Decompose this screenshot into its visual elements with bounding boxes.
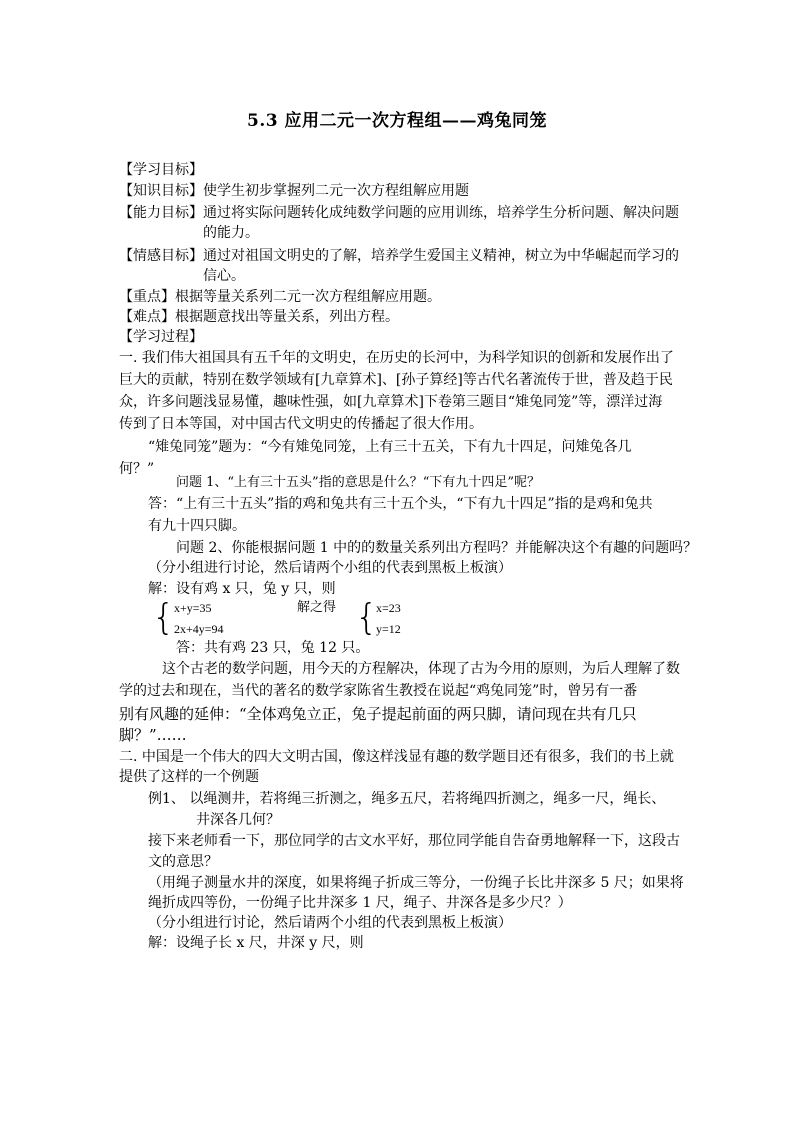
section-heading: 【学习目标】: [119, 162, 203, 178]
solve-label: 解之得: [297, 600, 337, 615]
solution-setup: 解：设绳子长 x 尺，井深 y 尺，则: [148, 935, 364, 951]
group-discussion: （分小组进行讨论，然后请两个小组的代表到黑板上板演）: [148, 915, 512, 931]
paragraph-line: 巨大的贡献，特别在数学领域有[九章算术]、[孙子算经]等古代名著流传于世，普及趋于民: [119, 372, 673, 388]
paragraph-line: 提供了这样的一个例题: [119, 769, 259, 785]
knowledge-goal: 【知识目标】使学生初步掌握列二元一次方程组解应用题: [119, 183, 469, 199]
answer-1-cont: 有九十四只脚。: [148, 518, 246, 534]
key-point: 【重点】根据等量关系列二元一次方程组解应用题。: [119, 289, 441, 305]
solution-x: x=23: [376, 601, 401, 615]
paragraph-line: 文的意思？: [148, 854, 218, 870]
difficult-point: 【难点】根据题意找出等量关系，列出方程。: [119, 309, 399, 325]
paragraph-line: 接下来老师看一下，那位同学的古文水平好，那位同学能自告奋勇地解释一下，这段古: [148, 833, 680, 849]
answer-1: 答：“上有三十五头”指的鸡和兔共有三十五个头，“下有九十四足”指的是鸡和兔共: [148, 496, 653, 512]
solution-setup: 解：设有鸡 x 只，兔 y 只，则: [148, 581, 336, 597]
question-1: 问题 1、“上有三十五头”指的意思是什么？“下有九十四足”呢？: [176, 475, 540, 490]
paragraph-line: 脚？”……: [119, 726, 187, 744]
problem-quote-cont: 何？”: [119, 461, 155, 477]
solution-y: y=12: [376, 622, 401, 636]
paragraph-line: 绳折成四等份，一份绳子比井深多 1 尺，绳子、井深各是多少尺？）: [148, 895, 572, 911]
problem-quote: “雉兔同笼”题为：“今有雉兔同笼，上有三十五关，下有九十四足，问雉兔各几: [148, 439, 632, 455]
paragraph-line: 一. 我们伟大祖国具有五千年的文明史，在历史的长河中，为科学知识的创新和发展作出了: [119, 350, 674, 366]
emotion-goal-cont: 信心。: [203, 268, 245, 284]
paragraph-line: 别有风趣的延伸：“全体鸡兔立正，兔子提起前面的两只脚，请问现在共有几只: [119, 705, 637, 723]
left-brace: {: [355, 597, 378, 638]
question-2: 问题 2、你能根据问题 1 中的的数量关系列出方程吗？并能解决这个有趣的问题吗？: [176, 540, 698, 556]
paragraph-line: 传到了日本等国，对中国古代文明史的传播起了很大作用。: [119, 416, 483, 432]
equation-2: 2x+4y=94: [174, 622, 224, 636]
left-brace: {: [152, 597, 175, 638]
group-discussion: （分小组进行讨论，然后请两个小组的代表到黑板上板演）: [148, 560, 512, 576]
paragraph-line: （用绳子测量水井的深度，如果将绳子折成三等分，一份绳子长比井深多 5 尺；如果将: [148, 875, 684, 891]
example-1-cont: 井深各几何？: [196, 812, 280, 828]
process-heading: 【学习过程】: [119, 329, 203, 345]
paragraph-line: 学的过去和现在，当代的著名的数学家陈省生教授在说起“鸡兔同笼”时，曾另有一番: [119, 683, 638, 699]
paragraph-line: 众，许多问题浅显易懂，趣味性强，如[九章算术]下卷第三题目“雉兔同笼”等，漂洋过海: [119, 394, 663, 410]
ability-goal-cont: 的能力。: [203, 225, 259, 241]
emotion-goal: 【情感目标】通过对祖国文明史的了解，培养学生爱国主义精神，树立为中华崛起而学习的: [119, 248, 679, 264]
equation-1: x+y=35: [174, 601, 212, 615]
final-answer: 答：共有鸡 23 只，兔 12 只。: [176, 640, 370, 656]
example-1: 例1、 以绳测井，若将绳三折测之，绳多五尺，若将绳四折测之，绳多一尺，绳长、: [148, 791, 666, 807]
paragraph-line: 二. 中国是一个伟大的四大文明古国，像这样浅显有趣的数学题目还有很多，我们的书上就: [119, 749, 674, 765]
ability-goal: 【能力目标】通过将实际问题转化成纯数学问题的应用训练，培养学生分析问题、解决问题: [119, 205, 679, 221]
page-title: 5.3 应用二元一次方程组——鸡兔同笼: [247, 111, 547, 131]
paragraph-line: 这个古老的数学问题，用今天的方程解决，体现了古为今用的原则，为后人理解了数: [162, 661, 680, 677]
